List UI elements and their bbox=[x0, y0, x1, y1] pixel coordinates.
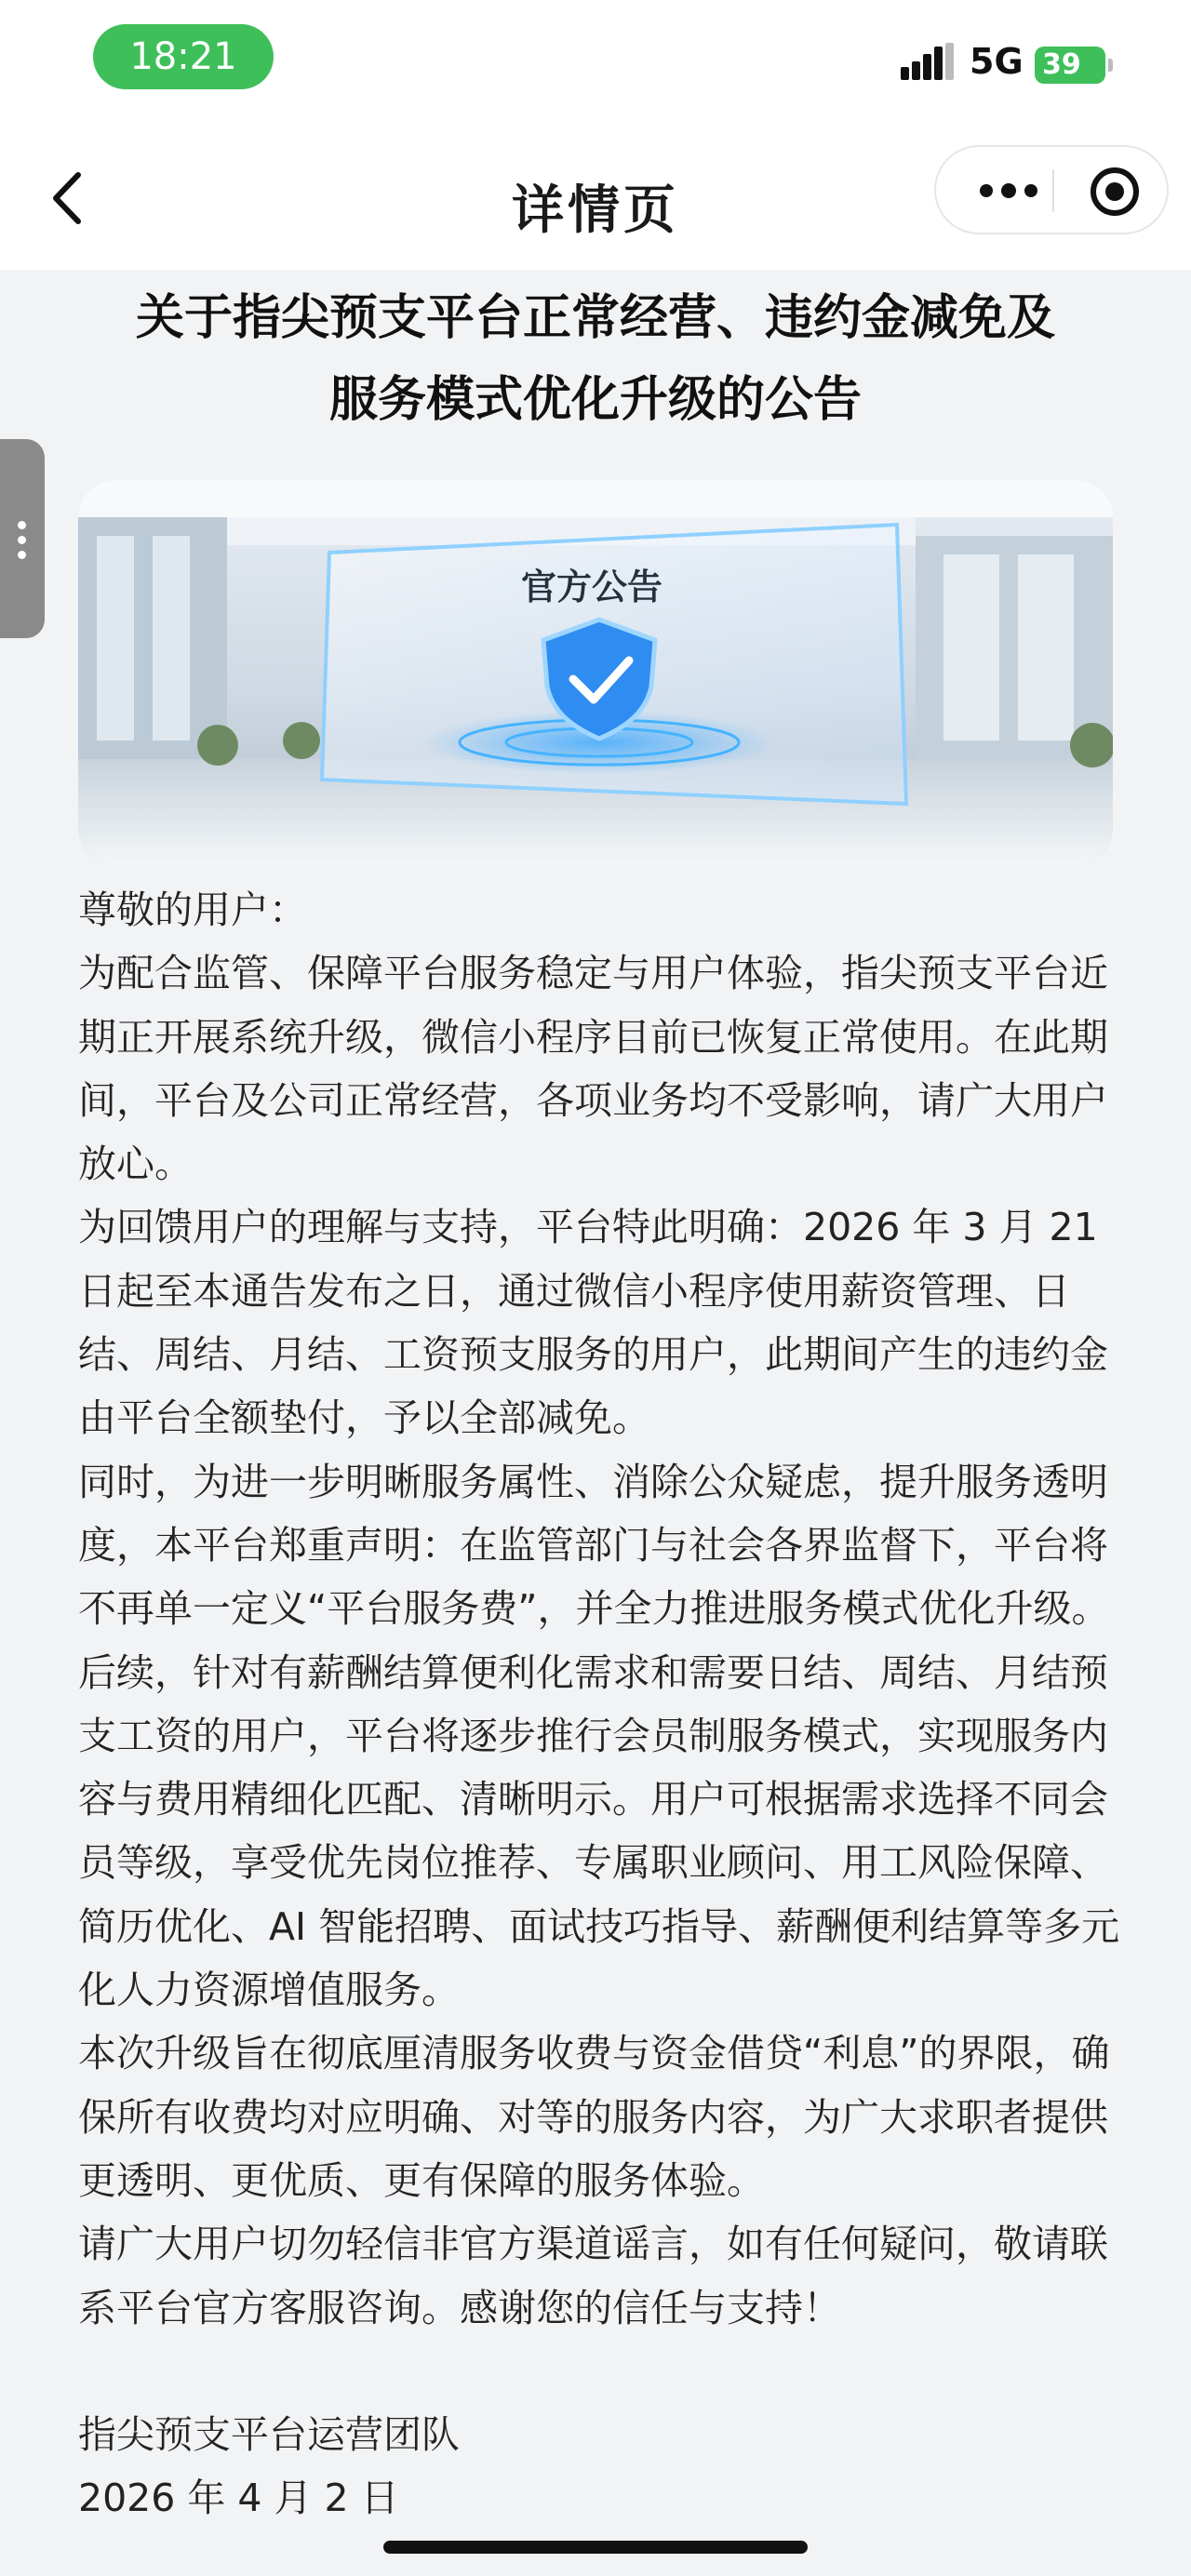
more-dots-icon[interactable] bbox=[971, 177, 1046, 205]
status-time: 18:21 bbox=[93, 24, 274, 89]
close-circle-icon[interactable] bbox=[1089, 166, 1141, 218]
home-indicator[interactable] bbox=[383, 2541, 808, 2554]
paragraph-4: 本次升级旨在彻底厘清服务收费与资金借贷“利息”的界限，确保所有收费均对应明确、对等的服务内容，为广大求职者提供更透明、更优质、更有保障的服务体验。 bbox=[78, 2031, 1110, 2203]
page-title: 详情页 bbox=[512, 180, 679, 241]
banner-label: 官方公告 bbox=[520, 567, 663, 607]
paragraph-3: 同时，为进一步明晰服务属性、消除公众疑虑，提升服务透明度，本平台郑重声明：在监管部门与社会各界监督下，平台将不再单一定义“平台服务费”，并全力推进服务模式优化升级。后续，针对有薪酬结算便利化需求和需要日结、周结、月结预支工资的用户，平台将逐步推行会员制服务模式，实现服务内容与费用精细化匹配、清晰明示。用户可根据需求选择不同会员等级，享受优先岗位推荐、专属职业顾问、用工风险保障、简历优化、AI 智能招聘、面试技巧指导、薪酬便利结算等多元化人力资源增值服务。 bbox=[78, 1459, 1120, 2013]
announcement-banner bbox=[78, 480, 1113, 865]
floating-side-handle[interactable] bbox=[0, 439, 45, 638]
announcement-date: 2026 年 4 月 2 日 bbox=[78, 2476, 399, 2521]
battery-icon bbox=[1035, 47, 1105, 84]
article-title bbox=[56, 277, 1135, 441]
signal-icon bbox=[901, 43, 953, 80]
blank-line bbox=[78, 2340, 1130, 2403]
paragraph-5: 请广大用户切勿轻信非官方渠道谣言，如有任何疑问，敬请联系平台官方客服咨询。感谢您的信任与支持！ bbox=[78, 2222, 1108, 2330]
article-title-line-2: 服务模式优化升级的公告 bbox=[328, 372, 862, 428]
capsule-divider bbox=[1052, 169, 1054, 212]
mini-program-capsule bbox=[934, 145, 1169, 234]
signature: 指尖预支平台运营团队 bbox=[78, 2411, 460, 2457]
network-label: 5G bbox=[970, 41, 1024, 82]
status-bar bbox=[0, 0, 1191, 130]
nav-bar bbox=[0, 130, 1191, 270]
paragraph-2: 为回馈用户的理解与支持，平台特此明确：2026 年 3 月 21 日起至本通告发布之日，通过微信小程序使用薪资管理、日结、周结、月结、工资预支服务的用户，此期间产生的违约金由平台全额垫付，予以全部减免。 bbox=[78, 1205, 1108, 1441]
greeting: 尊敬的用户： bbox=[78, 888, 307, 932]
article-title-line-1: 关于指尖预支平台正常经营、违约金减免及 bbox=[135, 290, 1055, 346]
battery-level: 39 bbox=[1042, 48, 1081, 81]
paragraph-1: 为配合监管、保障平台服务稳定与用户体验，指尖预支平台近期正开展系统升级，微信小程序目前已恢复正常使用。在此期间，平台及公司正常经营，各项业务均不受影响，请广大用户放心。 bbox=[78, 951, 1108, 1187]
article-body bbox=[78, 878, 1130, 2529]
